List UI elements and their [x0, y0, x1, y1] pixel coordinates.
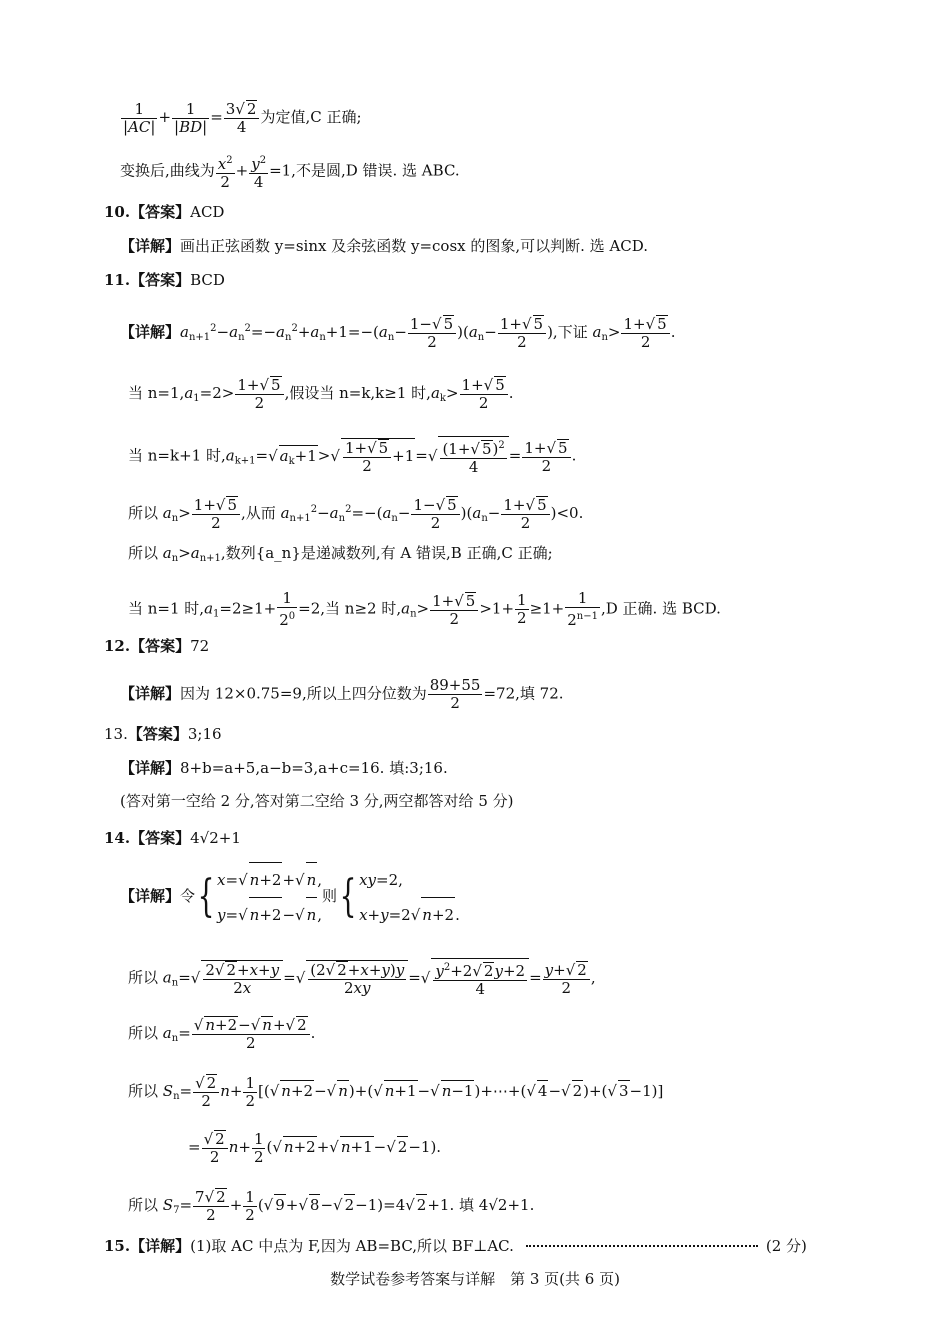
- q11-detail-line1: 【详解】$a_{n+1}^2-a_n^2=-a_n^2+a_n+1=-(a_n-$ $\frac{1-√ 5}{2}$ )($a_n-$ $\frac{1+√ 5}{2}$ ),下证 $a_n>$ $\frac{1+√ 5}{2}$ .: [120, 315, 675, 351]
- q14-detail-line3: 所以 $a_n=$ √ $\frac{n+2-√ n+√ 2}{2}$ .: [128, 1016, 315, 1052]
- q13-note: [120, 791, 513, 811]
- q14-number: 14.: [104, 829, 131, 847]
- detail-label: 【详解】: [130, 1237, 191, 1255]
- fraction: $\frac{(2√ 2+x+y)y}{2xy}$: [308, 961, 406, 997]
- fraction: √ $\frac{2}{2}$: [193, 1074, 219, 1110]
- fraction: $\frac{1-√ 5}{2}$: [411, 496, 459, 532]
- answer-label: 【答案】: [127, 725, 188, 743]
- q9-line2-head: 变换后,曲线为: [120, 161, 215, 180]
- q10-answer: ACD: [190, 203, 225, 221]
- q11-prove-text: ,下证: [552, 323, 588, 341]
- q12-number: 12.: [104, 637, 131, 655]
- fraction: $\frac{(1+√ 5)^2}{4}$: [440, 437, 506, 476]
- fraction: $\frac{1+√ 5}{2}$: [498, 315, 546, 351]
- q13-number: 13.: [104, 725, 128, 743]
- q14-answer-line: [104, 828, 241, 848]
- q13-answer: 3;16: [187, 725, 222, 743]
- fraction: $\frac{y^2+2√ 2y+2}{4}$: [433, 959, 527, 998]
- q11-number: 11.: [104, 271, 131, 289]
- detail-label: 【详解】: [120, 887, 181, 905]
- fraction: $\frac{1}{2^{n-1}}$: [567, 589, 598, 629]
- q11-decreasing: ,数列{a_n}是递减数列,有 A 错误,B 正确,C 正确;: [220, 544, 553, 562]
- detail-label: 【详解】: [120, 759, 181, 777]
- fraction: $\frac{1+√ 5}{2}$: [430, 592, 478, 628]
- q9-line1-text: 为定值,C 正确;: [260, 108, 362, 126]
- fraction: $\frac{1}{|BD|}$: [174, 99, 208, 136]
- fraction: $\frac{1+√ 5}{2}$: [522, 439, 570, 475]
- q11-detail-line2: 当 $n=1,a_1=2>$ $\frac{1+√ 5}{2}$ ,假设当 n=k,k≥1 时$,a_k>$ $\frac{1+√ 5}{2}$ .: [128, 376, 514, 412]
- q14-fill: 填: [459, 1196, 475, 1214]
- left-brace: {: [197, 871, 215, 922]
- fraction: $\frac{7√ 2}{2}$: [193, 1188, 229, 1224]
- q13-detail: 8+b=a+5,a−b=3,a+c=16. 填:3;16.: [180, 759, 448, 777]
- fraction: $\frac{1}{2}$: [245, 1187, 255, 1224]
- fraction: √ $\frac{n+2-√ n+√ 2}{2}$: [192, 1016, 310, 1052]
- q14-then: 则: [322, 887, 338, 905]
- q11-hence: ,从而: [241, 504, 276, 522]
- q15-line: [104, 1236, 807, 1256]
- q9-line2-tail: =1,不是圆,D 错误. 选 ABC.: [269, 161, 460, 180]
- fraction: $\frac{1}{|AC|}$: [123, 99, 156, 136]
- q14-so: 所以: [128, 1196, 159, 1214]
- q12-detail-a: 因为 12×0.75=9,所以上四分位数为: [180, 684, 427, 703]
- q10-detail-line: [120, 236, 648, 256]
- fraction: $\frac{1+√ 5}{2}$: [621, 315, 669, 351]
- fraction: $\frac{x^2}{2}$: [216, 152, 235, 191]
- fraction: $\frac{1+√ 5}{2}$: [343, 439, 391, 475]
- detail-label: 【详解】: [120, 237, 181, 255]
- q12-detail-b: =72,填 72.: [483, 684, 564, 703]
- fraction: $\frac{y+√ 2}{2}$: [543, 961, 590, 997]
- q11-detail-line4: 所以 $a_n>$ $\frac{1+√ 5}{2}$ ,从而 $a_{n+1}^2-a_n^2=-(a_n-$ $\frac{1-√ 5}{2}$ )($a_n-$ $\frac{1+√ 5}{2}$ )<0.: [128, 496, 583, 532]
- fraction: $\frac{1+√ 5}{2}$: [460, 376, 508, 412]
- q14-let: 令: [180, 887, 196, 905]
- detail-label: 【详解】: [120, 323, 181, 341]
- q12-answer: 72: [190, 637, 210, 655]
- answer-label: 【答案】: [130, 203, 191, 221]
- fraction: $\frac{1}{2}$: [245, 1073, 256, 1110]
- equation-system: x=√ n+2+√ n, y=√ n+2−√ n,: [217, 862, 322, 932]
- fraction: $\frac{1+√ 5}{2}$: [501, 496, 549, 532]
- q11-assume: ,假设当 n=k,k≥1 时,: [284, 384, 431, 402]
- page-footer: 数学试卷参考答案与详解 第 3 页(共 6 页): [330, 1270, 620, 1288]
- q12-answer-line: [104, 636, 209, 656]
- answer-label: 【答案】: [130, 637, 191, 655]
- q11-case-k1: 当 n=k+1 时,: [128, 446, 226, 465]
- q11-case-n1: 当 n=1,: [128, 384, 185, 402]
- answer-label: 【答案】: [130, 271, 191, 289]
- detail-label: 【详解】: [120, 684, 181, 703]
- q11-so: 所以: [128, 544, 159, 562]
- q14-so: 所以: [128, 1082, 159, 1100]
- q11-detail-line3: 当 n=k+1 时$,a_{k+1}=√$ $a_k+1>√$ $\frac{1+√ 5}{2}$ +1=√ $\frac{(1+√ 5)^2}{4}$ = $\frac{1+√ 5}{2}$ .: [128, 436, 576, 476]
- q12-detail-line: [120, 677, 564, 712]
- q15-detail: (1)取 AC 中点为 F,因为 AB=BC,所以 BF⊥AC.: [190, 1237, 514, 1255]
- equation-system: xy=2, x+y=2√ n+2.: [359, 863, 460, 932]
- fraction: $\frac{1+√ 5}{2}$: [235, 376, 283, 412]
- q14-detail-line2: 所以 $a_n=√$ $\frac{2√ 2+x+y}{2x}$ =√ $\frac{(2√ 2+x+y)y}{2xy}$ =√ $\frac{y^2+2√ 2y+2}{4}$ = $\frac{y+√ 2}{2}$ ,: [128, 958, 596, 998]
- fraction: $\frac{3√ 2}{4}$: [224, 100, 260, 136]
- fraction: $\frac{1+√ 5}{2}$: [192, 496, 240, 532]
- q9-line2: 变换后,曲线为 $\frac{x^2}{2}$ + $\frac{y^2}{4}$ =1,不是圆,D 错误. 选 ABC.: [120, 152, 460, 191]
- fraction: √ $\frac{2}{2}$: [202, 1130, 228, 1166]
- q11-last-b: ,当 n≥2 时,: [320, 599, 402, 618]
- q15-score: (2 分): [765, 1237, 807, 1255]
- q10-number: 10.: [104, 203, 131, 221]
- q14-detail-line1: [120, 862, 460, 932]
- q14-so: 所以: [128, 1024, 159, 1042]
- left-brace: {: [339, 871, 357, 922]
- answer-label: 【答案】: [130, 829, 191, 847]
- q14-answer-repeat: 4√2+1: [478, 1196, 530, 1214]
- dot-leader: [526, 1245, 758, 1247]
- q10-answer-line: [104, 202, 224, 222]
- fraction: $\frac{1}{2}$: [253, 1129, 264, 1166]
- q14-detail-line5: = √ $\frac{2}{2}$ n+ $\frac{1}{2}$ (√ n+2+√ n+1−√ 2−1).: [188, 1130, 441, 1166]
- fraction: $\frac{1-√ 5}{2}$: [408, 315, 456, 351]
- q14-so: 所以: [128, 968, 159, 987]
- q14-detail-line4: 所以 $S_n=$ √ $\frac{2}{2}$ n+ $\frac{1}{2}$ [(√ n+2−√ n)+(√ n+1−√ n−1)+⋯+(√ 4−√ 2)+(√ 3−1)]: [128, 1074, 663, 1110]
- q11-so: 所以: [128, 504, 159, 522]
- q11-detail-line6: 当 n=1 时$,a_1=2\ge 1+$ $\frac{1}{2^0}$ =2,当 n≥2 时$,a_n>$ $\frac{1+√ 5}{2}$ >1+ $\frac{1}{2}$ ≥1+ $\frac{1}{2^{n-1}}$ ,D 正确. 选 BCD.: [128, 590, 721, 629]
- q15-number: 15.: [104, 1237, 131, 1255]
- fraction: $\frac{2√ 2+x+y}{2x}$: [203, 961, 281, 997]
- q11-answer: BCD: [190, 271, 225, 289]
- fraction: $\frac{1}{2^0}$: [279, 589, 296, 629]
- fraction: $\frac{y^2}{4}$: [249, 152, 268, 191]
- q9-line1: $\frac{1}{|AC|}$ + $\frac{1}{|BD|}$ = $\frac{3√ 2}{4}$ 为定值,C 正确;: [120, 100, 362, 136]
- q11-detail-line5: 所以 $a_n>a_{n+1}$,数列{a_n}是递减数列,有 A 错误,B 正确,C 正确;: [128, 544, 553, 564]
- fraction: $\frac{1}{2}$: [517, 591, 527, 627]
- q13-answer-line: [104, 724, 222, 744]
- q10-detail: 画出正弦函数 y=sinx 及余弦函数 y=cosx 的图象,可以判断. 选 ACD.: [180, 237, 649, 255]
- q13-detail-line: [120, 758, 448, 778]
- q14-answer: 4√2+1: [190, 829, 241, 847]
- q14-detail-line6: 所以 $S_7=$ $\frac{7√ 2}{2}$ + $\frac{1}{2}$ (√ 9+√ 8−√ 2−1)=4√ 2+1. 填 4√2+1.: [128, 1188, 534, 1224]
- q11-last-c: ,D 正确. 选 BCD.: [600, 599, 721, 618]
- q13-note-text: (答对第一空给 2 分,答对第二空给 3 分,两空都答对给 5 分): [120, 792, 514, 810]
- fraction: $\frac{89+55}{2}$: [429, 676, 481, 712]
- q11-answer-line: [104, 270, 225, 290]
- q11-last-a: 当 n=1 时,: [128, 599, 205, 618]
